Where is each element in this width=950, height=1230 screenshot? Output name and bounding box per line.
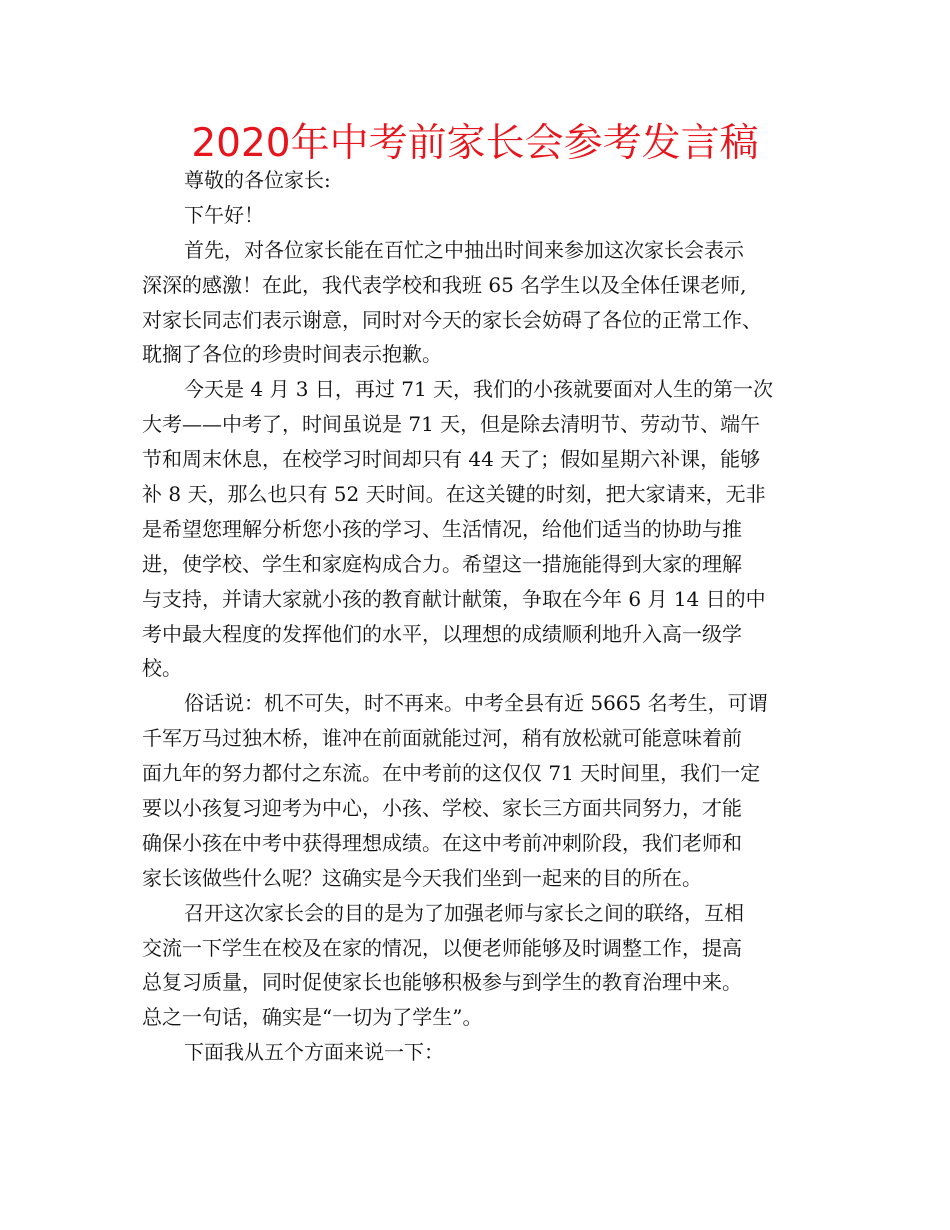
text-line: 深深的感激！在此，我代表学校和我班 65 名学生以及全体任课老师, <box>142 272 747 297</box>
text-line: 尊敬的各位家长: <box>184 168 331 192</box>
text-line: 节和周末休息，在校学习时间却只有 44 天了；假如星期六补课，能够 <box>142 447 761 472</box>
text-line: 要以小孩复习迎考为中心，小孩、学校、家长三方面共同努力，才能 <box>142 796 742 821</box>
text-line: 考中最大程度的发挥他们的水平，以理想的成绩顺利地升入高一级学 <box>142 621 742 646</box>
text-line: 交流一下学生在校及在家的情况，以便老师能够及时调整工作，提高 <box>142 935 742 960</box>
text-line: 下面我从五个方面来说一下： <box>184 1040 444 1065</box>
text-line: 首先，对各位家长能在百忙之中抽出时间来参加这次家长会表示 <box>184 237 744 262</box>
document-body <box>142 163 822 1070</box>
text-line: 总之一句话，确实是“一切为了学生”。 <box>142 1005 483 1030</box>
text-line: 千军万马过独木桥，谁冲在前面就能过河，稍有放松就可能意味着前 <box>142 726 742 751</box>
text-line: 进，使学校、学生和家庭构成合力。希望这一措施能得到大家的理解 <box>142 551 742 576</box>
text-line: 对家长同志们表示谢意，同时对今天的家长会妨碍了各位的正常工作、 <box>142 307 762 332</box>
text-line: 耽搁了各位的珍贵时间表示抱歉。 <box>142 342 442 367</box>
document-title: 2020年中考前家长会参考发言稿 <box>191 121 759 166</box>
text-line: 校。 <box>142 656 182 681</box>
text-line: 家长该做些什么呢？这确实是今天我们坐到一起来的目的所在。 <box>142 865 702 890</box>
text-line: 大考——中考了，时间虽说是 71 天，但是除去清明节、劳动节、端午 <box>142 412 761 437</box>
text-line: 与支持，并请大家就小孩的教育献计献策，争取在今年 6 月 14 日的中 <box>142 586 766 611</box>
text-line: 确保小孩在中考中获得理想成绩。在这中考前冲刺阶段，我们老师和 <box>142 830 742 855</box>
text-line: 总复习质量，同时促使家长也能够积极参与到学生的教育治理中来。 <box>142 970 742 995</box>
text-line: 是希望您理解分析您小孩的学习、生活情况，给他们适当的协助与推 <box>142 516 742 541</box>
text-line: 召开这次家长会的目的是为了加强老师与家长之间的联络，互相 <box>184 900 744 925</box>
text-line: 下午好！ <box>184 202 264 227</box>
text-line: 补 8 天，那么也只有 52 天时间。在这关键的时刻，把大家请来，无非 <box>142 482 766 507</box>
text-line: 面九年的努力都付之东流。在中考前的这仅仅 71 天时间里，我们一定 <box>142 761 761 786</box>
text-line: 俗话说：机不可失，时不再来。中考全县有近 5665 名考生，可谓 <box>184 691 768 716</box>
text-line: 今天是 4 月 3 日，再过 71 天，我们的小孩就要面对人生的第一次 <box>184 377 774 402</box>
